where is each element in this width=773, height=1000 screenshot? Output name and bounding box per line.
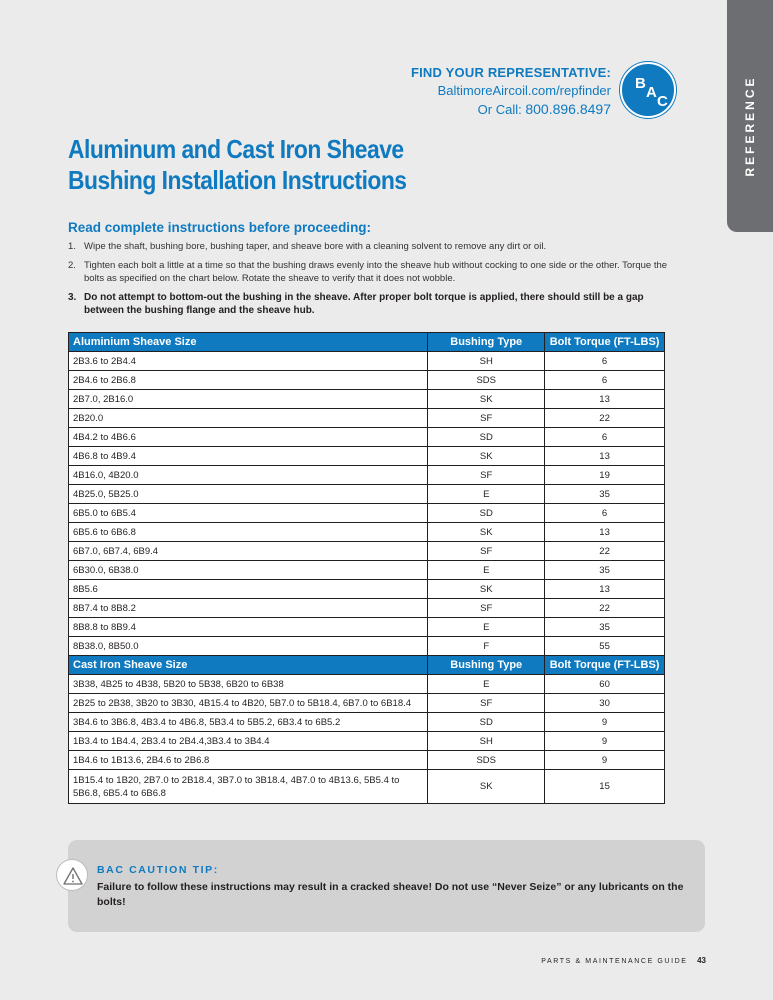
sheave-size-cell: 8B5.6 <box>69 580 428 599</box>
bushing-type-header: Bushing Type <box>428 656 545 675</box>
call-label: Or Call: <box>477 102 522 117</box>
table-row <box>69 447 665 466</box>
step-2 <box>68 259 668 285</box>
step-text: Do not attempt to bottom-out the bushing in the sheave. After proper bolt torque is applied, there should still be a gap between the bushing flange and the sheave hub. <box>84 292 644 316</box>
aluminum-header-row <box>69 333 665 352</box>
bolt-torque-cell: 13 <box>545 580 665 599</box>
page-footer <box>541 956 706 965</box>
representative-call <box>411 100 611 119</box>
footer-guide-name: PARTS & MAINTENANCE GUIDE <box>541 958 688 965</box>
bolt-torque-cell: 6 <box>545 371 665 390</box>
bushing-type-cell: SF <box>428 409 545 428</box>
bolt-torque-header: Bolt Torque (FT-LBS) <box>545 333 665 352</box>
instruction-steps <box>68 240 668 323</box>
bushing-type-cell: SH <box>428 732 545 751</box>
step-number: 1. <box>68 241 76 252</box>
table-row <box>69 713 665 732</box>
bushing-type-cell: SK <box>428 523 545 542</box>
sheave-size-cell: 2B4.6 to 2B6.8 <box>69 371 428 390</box>
bushing-type-cell: SF <box>428 542 545 561</box>
sheave-size-cell: 8B8.8 to 8B9.4 <box>69 618 428 637</box>
sheave-size-cell: 1B15.4 to 1B20, 2B7.0 to 2B18.4, 3B7.0 to 3B18.4, 4B7.0 to 4B13.6, 5B5.4 to 5B6.8, 6B5.4 to 6B6.8 <box>69 770 428 804</box>
bushing-type-cell: SDS <box>428 371 545 390</box>
bushing-type-cell: SK <box>428 447 545 466</box>
bushing-type-cell: SK <box>428 580 545 599</box>
bolt-torque-header: Bolt Torque (FT-LBS) <box>545 656 665 675</box>
bolt-torque-cell: 22 <box>545 409 665 428</box>
bolt-torque-cell: 6 <box>545 504 665 523</box>
bolt-torque-cell: 22 <box>545 599 665 618</box>
sheave-size-cell: 8B7.4 to 8B8.2 <box>69 599 428 618</box>
instructions-subhead: Read complete instructions before proceeding: <box>68 220 372 235</box>
table-row <box>69 390 665 409</box>
logo-letter-a: A <box>646 84 657 101</box>
sheave-size-cell: 6B7.0, 6B7.4, 6B9.4 <box>69 542 428 561</box>
bolt-torque-cell: 15 <box>545 770 665 804</box>
table-row <box>69 466 665 485</box>
table-row <box>69 428 665 447</box>
logo-letter-c: C <box>657 93 668 110</box>
table-row <box>69 561 665 580</box>
bolt-torque-cell: 35 <box>545 561 665 580</box>
logo-letter-b: B <box>635 75 646 92</box>
sheave-size-cell: 4B4.2 to 4B6.6 <box>69 428 428 447</box>
table-row <box>69 485 665 504</box>
bushing-type-cell: SD <box>428 504 545 523</box>
sheave-size-cell: 2B7.0, 2B16.0 <box>69 390 428 409</box>
sheave-size-cell: 6B5.0 to 6B5.4 <box>69 504 428 523</box>
table-row <box>69 751 665 770</box>
step-text: Wipe the shaft, bushing bore, bushing taper, and sheave bore with a cleaning solvent to remove any dirt or oil. <box>84 241 547 252</box>
sheave-size-cell: 3B38, 4B25 to 4B38, 5B20 to 5B38, 6B20 to 6B38 <box>69 675 428 694</box>
step-text: Tighten each bolt a little at a time so that the bushing draws evenly into the sheave hub without cocking to one side or the other. Torque the bolts as specified on the chart below. Rotate the sheave to verify that it does not wobble. <box>84 260 668 284</box>
sheave-size-cell: 6B5.6 to 6B6.8 <box>69 523 428 542</box>
bushing-type-cell: SH <box>428 352 545 371</box>
table-row <box>69 580 665 599</box>
bushing-type-cell: E <box>428 485 545 504</box>
bac-logo <box>620 62 676 118</box>
bolt-torque-cell: 19 <box>545 466 665 485</box>
table-row <box>69 504 665 523</box>
bushing-type-cell: SF <box>428 694 545 713</box>
table-row <box>69 371 665 390</box>
table-row <box>69 732 665 751</box>
step-number: 3. <box>68 292 77 303</box>
table-row <box>69 599 665 618</box>
table-row <box>69 675 665 694</box>
bolt-torque-cell: 35 <box>545 485 665 504</box>
page-number: 43 <box>697 956 706 965</box>
bushing-type-cell: SD <box>428 428 545 447</box>
representative-url[interactable]: BaltimoreAircoil.com/repfinder <box>437 83 611 98</box>
bushing-type-cell: SF <box>428 599 545 618</box>
bolt-torque-cell: 9 <box>545 751 665 770</box>
reference-tab[interactable] <box>727 0 773 232</box>
bolt-torque-cell: 35 <box>545 618 665 637</box>
sheave-size-cell: 4B6.8 to 4B9.4 <box>69 447 428 466</box>
sheave-size-cell: 2B3.6 to 2B4.4 <box>69 352 428 371</box>
warning-triangle-icon <box>56 859 88 891</box>
step-3 <box>68 291 668 317</box>
bushing-type-cell: E <box>428 675 545 694</box>
bushing-type-cell: F <box>428 637 545 656</box>
reference-tab-label: REFERENCE <box>743 75 757 177</box>
sheave-size-cell: 6B30.0, 6B38.0 <box>69 561 428 580</box>
page-title <box>68 134 407 196</box>
table-row <box>69 352 665 371</box>
bushing-type-cell: E <box>428 561 545 580</box>
bolt-torque-cell: 6 <box>545 428 665 447</box>
table-row <box>69 694 665 713</box>
bushing-type-header: Bushing Type <box>428 333 545 352</box>
step-1 <box>68 240 668 253</box>
bolt-torque-cell: 55 <box>545 637 665 656</box>
table-row <box>69 409 665 428</box>
bushing-type-cell: E <box>428 618 545 637</box>
sheave-size-cell: 2B20.0 <box>69 409 428 428</box>
sheave-size-cell: 4B16.0, 4B20.0 <box>69 466 428 485</box>
table-row <box>69 770 665 804</box>
table-row <box>69 618 665 637</box>
sheave-size-cell: 4B25.0, 5B25.0 <box>69 485 428 504</box>
bushing-type-cell: SK <box>428 390 545 409</box>
sheave-size-cell: 3B4.6 to 3B6.8, 4B3.4 to 4B6.8, 5B3.4 to 5B5.2, 6B3.4 to 6B5.2 <box>69 713 428 732</box>
bolt-torque-cell: 13 <box>545 447 665 466</box>
sheave-size-cell: 1B4.6 to 1B13.6, 2B4.6 to 2B6.8 <box>69 751 428 770</box>
bolt-torque-cell: 13 <box>545 523 665 542</box>
table-row <box>69 637 665 656</box>
phone-number[interactable]: 800.896.8497 <box>525 101 611 117</box>
caution-text: Failure to follow these instructions may result in a cracked sheave! Do not use “Never Seize” or any lubricants on the bolts! <box>97 881 684 908</box>
bolt-torque-cell: 30 <box>545 694 665 713</box>
caution-tip-box <box>68 840 705 932</box>
representative-block <box>411 64 611 119</box>
representative-title: FIND YOUR REPRESENTATIVE: <box>410 65 611 80</box>
bolt-torque-cell: 13 <box>545 390 665 409</box>
step-number: 2. <box>68 260 76 271</box>
bushing-type-cell: SD <box>428 713 545 732</box>
bolt-torque-cell: 60 <box>545 675 665 694</box>
bushing-torque-table <box>68 332 665 804</box>
aluminum-size-header: Aluminium Sheave Size <box>69 333 428 352</box>
table-row <box>69 542 665 561</box>
table-row <box>69 523 665 542</box>
caution-title: BAC CAUTION TIP: <box>97 864 219 876</box>
bolt-torque-cell: 22 <box>545 542 665 561</box>
sheave-size-cell: 2B25 to 2B38, 3B20 to 3B30, 4B15.4 to 4B20, 5B7.0 to 5B18.4, 6B7.0 to 6B18.4 <box>69 694 428 713</box>
cast-iron-size-header: Cast Iron Sheave Size <box>69 656 428 675</box>
sheave-size-cell: 8B38.0, 8B50.0 <box>69 637 428 656</box>
bolt-torque-cell: 9 <box>545 732 665 751</box>
bushing-type-cell: SF <box>428 466 545 485</box>
sheave-size-cell: 1B3.4 to 1B4.4, 2B3.4 to 2B4.4,3B3.4 to 3B4.4 <box>69 732 428 751</box>
bushing-type-cell: SK <box>428 770 545 804</box>
bolt-torque-cell: 9 <box>545 713 665 732</box>
bolt-torque-cell: 6 <box>545 352 665 371</box>
cast-iron-header-row <box>69 656 665 675</box>
page-title-line2: Bushing Installation Instructions <box>68 165 407 195</box>
bushing-type-cell: SDS <box>428 751 545 770</box>
page-title-line1: Aluminum and Cast Iron Sheave <box>68 134 404 164</box>
